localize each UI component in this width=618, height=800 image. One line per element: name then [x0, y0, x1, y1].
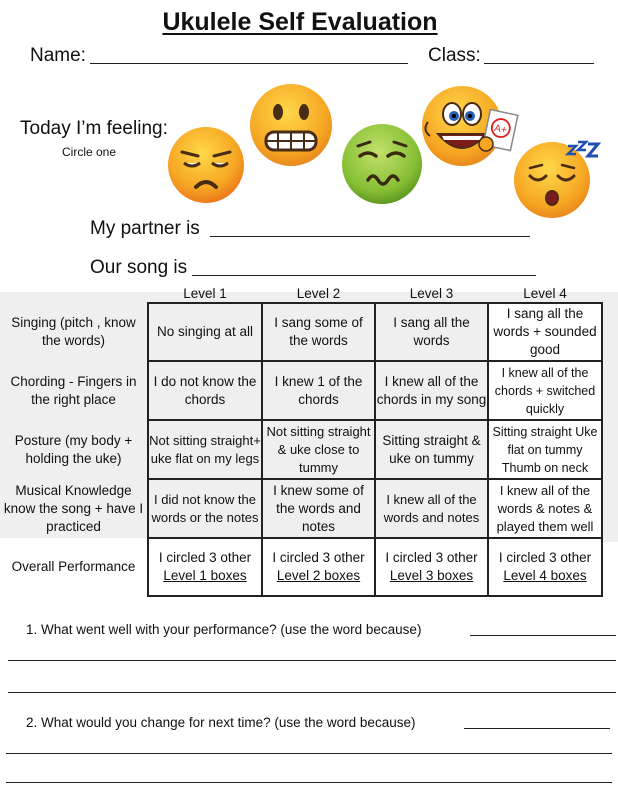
feeling-hint: Circle one: [62, 145, 117, 159]
name-field-line[interactable]: [90, 63, 408, 64]
overall-prefix: I circled 3 other: [498, 550, 592, 565]
table-row: [0, 361, 602, 420]
class-label: Class:: [428, 45, 481, 66]
overall-prefix: I circled 3 other: [158, 550, 252, 565]
row-label-chording: Chording - Fingers in the right place: [10, 373, 137, 407]
cell-singing-level-3[interactable]: I sang all the words: [375, 303, 488, 361]
partner-field-line[interactable]: [210, 236, 530, 237]
partner-label: My partner is: [90, 218, 200, 239]
overall-level-3-text: Level 3 boxes: [389, 568, 474, 583]
cell-overall-level-2[interactable]: [262, 538, 375, 596]
grimacing-face-icon[interactable]: [248, 82, 334, 168]
answer-2-line-3[interactable]: [6, 782, 612, 783]
svg-text:A+: A+: [493, 122, 508, 137]
question-2: 2. What would you change for next time? (use the word because): [26, 715, 416, 730]
question-1: 1. What went well with your performance? (use the word because): [26, 622, 422, 637]
level-3-header: Level 3: [409, 285, 454, 301]
name-label: Name:: [30, 45, 86, 66]
answer-1-line-inline[interactable]: [470, 635, 616, 636]
cell-singing-level-4[interactable]: I sang all the words + sounded good: [488, 303, 602, 361]
cell-knowledge-level-1[interactable]: I did not know the words or the notes: [148, 479, 262, 538]
cell-posture-level-3[interactable]: Sitting straight & uke on tummy: [375, 420, 488, 479]
answer-2-line-2[interactable]: [6, 753, 612, 754]
cell-posture-level-2[interactable]: Not sitting straight & uke close to tummy: [262, 420, 375, 479]
sad-worried-face-icon[interactable]: [166, 125, 246, 205]
table-row: [0, 479, 602, 538]
song-label: Our song is: [90, 257, 188, 278]
row-label-overall: Overall Performance: [0, 538, 148, 596]
cell-posture-level-4[interactable]: Sitting straight Uke flat on tummy Thumb on neck: [488, 420, 602, 479]
overall-level-1-text: Level 1 boxes: [163, 568, 247, 583]
cell-overall-level-4[interactable]: [488, 538, 602, 596]
cell-overall-level-3[interactable]: [375, 538, 488, 596]
overall-prefix: I circled 3 other: [272, 550, 365, 565]
row-label-posture: Posture (my body + holding the uke): [14, 432, 133, 466]
answer-2-line-inline[interactable]: [464, 728, 610, 729]
cell-singing-level-2[interactable]: I sang some of the words: [262, 303, 375, 361]
row-label-musical-knowledge: Musical Knowledge know the song + have I practiced: [3, 482, 144, 534]
cell-chording-level-3[interactable]: I knew all of the chords in my song: [375, 361, 488, 420]
cell-chording-level-4[interactable]: I knew all of the chords + switched quickly: [488, 361, 602, 420]
overall-prefix: I circled 3 other: [385, 550, 478, 565]
class-field-line[interactable]: [484, 63, 594, 64]
cell-posture-level-1[interactable]: Not sitting straight+ uke flat on my legs: [148, 420, 262, 479]
table-row: [0, 420, 602, 479]
answer-1-line-3[interactable]: [8, 692, 616, 693]
overall-level-4-text: Level 4 boxes: [503, 568, 587, 583]
cell-knowledge-level-4[interactable]: I knew all of the words & notes & played them well: [488, 479, 602, 538]
level-4-header: Level 4: [523, 285, 567, 301]
level-1-header: Level 1: [183, 285, 227, 301]
cell-overall-level-1[interactable]: [148, 538, 262, 596]
overall-level-2-text: Level 2 boxes: [276, 568, 361, 583]
page-title: Ukulele Self Evaluation: [162, 8, 438, 36]
feeling-label: Today I’m feeling:: [20, 118, 168, 139]
nauseated-face-icon[interactable]: [340, 122, 424, 206]
song-field-line[interactable]: [192, 275, 536, 276]
cell-singing-level-1[interactable]: No singing at all: [148, 303, 262, 361]
level-2-header: Level 2: [296, 285, 341, 301]
answer-1-line-2[interactable]: [8, 660, 616, 661]
rubric-table: [0, 284, 603, 597]
table-row: [0, 303, 602, 361]
cell-chording-level-1[interactable]: I do not know the chords: [148, 361, 262, 420]
cell-knowledge-level-2[interactable]: I knew some of the words and notes: [262, 479, 375, 538]
cell-knowledge-level-3[interactable]: I knew all of the words and notes: [375, 479, 488, 538]
row-label-singing: Singing (pitch , know the words): [11, 315, 136, 348]
table-row: [0, 538, 602, 596]
sleeping-face-icon[interactable]: [512, 138, 602, 220]
rubric-corner: [0, 284, 148, 303]
happy-face-with-report-card-icon[interactable]: [420, 82, 522, 172]
cell-chording-level-2[interactable]: I knew 1 of the chords: [262, 361, 375, 420]
